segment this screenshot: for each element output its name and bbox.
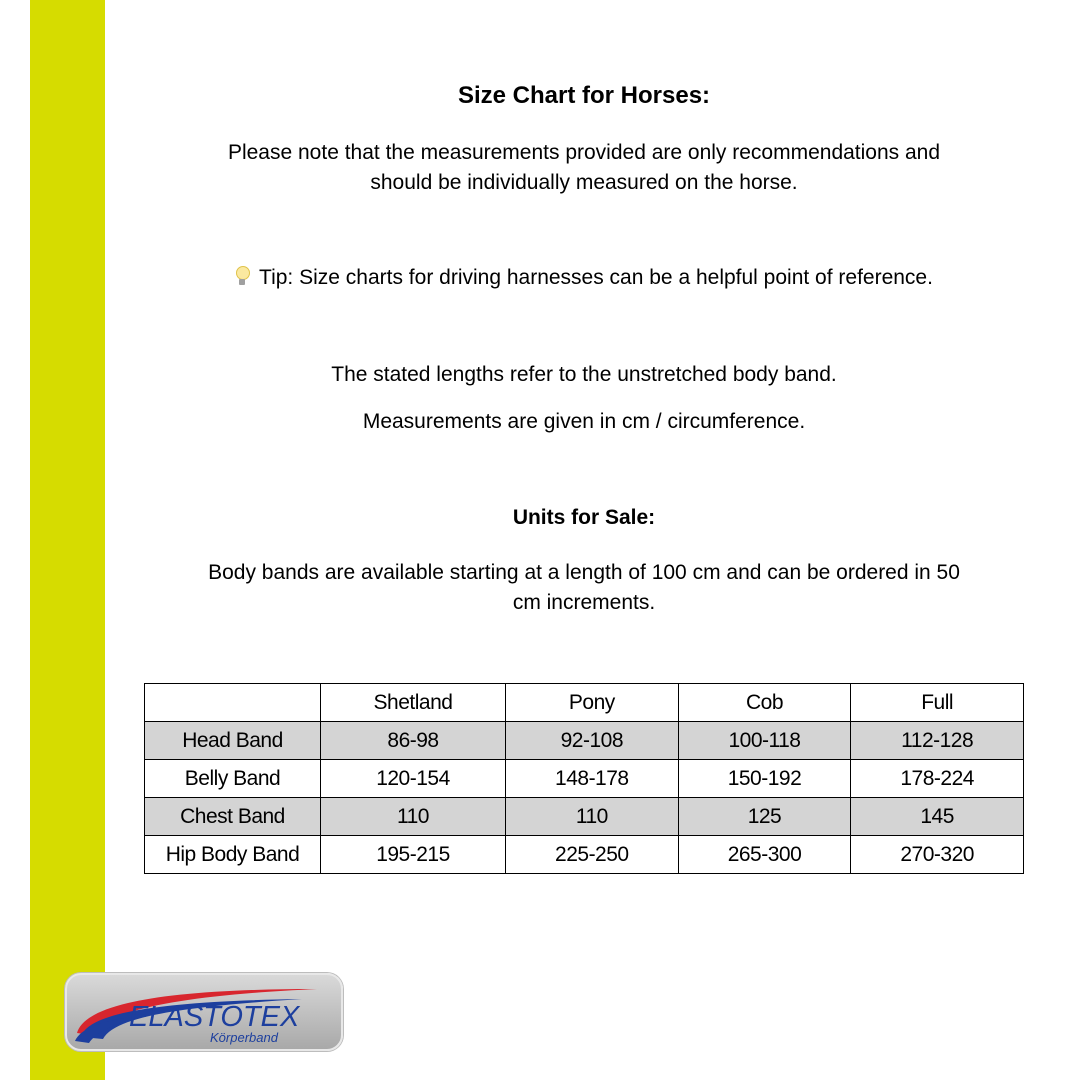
tip-text: Tip: Size charts for driving harnesses can be a helpful point of reference. — [259, 266, 933, 289]
table-cell: 100-118 — [678, 722, 851, 760]
header-cell-cob: Cob — [678, 684, 851, 722]
table-cell: 178-224 — [851, 760, 1024, 798]
table-row — [145, 722, 1024, 760]
units-line-2: cm increments. — [512, 591, 656, 614]
table-cell: 195-215 — [321, 836, 506, 874]
table-cell: 148-178 — [506, 760, 679, 798]
units-line-1: Body bands are available starting at a length of 100 cm and can be ordered in 50 — [208, 561, 960, 584]
header-cell-pony: Pony — [506, 684, 679, 722]
table-cell: 110 — [321, 798, 506, 836]
header-cell-empty — [145, 684, 321, 722]
table-cell: 150-192 — [678, 760, 851, 798]
row-label: Head Band — [145, 722, 321, 760]
note-line-2: should be individually measured on the horse. — [370, 171, 798, 194]
row-label: Belly Band — [145, 760, 321, 798]
table-row — [145, 798, 1024, 836]
table-row — [145, 760, 1024, 798]
header-cell-full: Full — [851, 684, 1024, 722]
note-paragraph — [145, 138, 1023, 198]
table-cell: 225-250 — [506, 836, 679, 874]
side-stripe — [30, 0, 105, 1080]
tip-paragraph — [145, 263, 1023, 293]
logo-subtitle: Körperband — [210, 1030, 278, 1045]
note-line-1: Please note that the measurements provided are only recommendations and — [227, 141, 941, 164]
table-cell: 125 — [678, 798, 851, 836]
table-cell: 110 — [506, 798, 679, 836]
size-table — [144, 683, 1024, 874]
page-title: Size Chart for Horses: — [457, 82, 711, 109]
table-cell: 120-154 — [321, 760, 506, 798]
table-cell: 270-320 — [851, 836, 1024, 874]
table-row — [145, 836, 1024, 874]
lightbulb-icon — [235, 265, 249, 287]
unstretched-paragraph: The stated lengths refer to the unstretched body band. — [331, 363, 837, 386]
elastotex-logo — [65, 973, 343, 1051]
table-cell: 92-108 — [506, 722, 679, 760]
size-chart-document — [105, 0, 1063, 1080]
units-title: Units for Sale: — [512, 506, 656, 529]
units-paragraph — [145, 558, 1023, 618]
row-label: Chest Band — [145, 798, 321, 836]
row-label: Hip Body Band — [145, 836, 321, 874]
table-cell: 145 — [851, 798, 1024, 836]
table-cell: 265-300 — [678, 836, 851, 874]
table-cell: 112-128 — [851, 722, 1024, 760]
table-cell: 86-98 — [321, 722, 506, 760]
measurement-paragraph: Measurements are given in cm / circumference. — [362, 410, 806, 433]
header-cell-shetland: Shetland — [321, 684, 506, 722]
table-header-row — [145, 684, 1024, 722]
logo-name: ELASTOTEX — [129, 1001, 300, 1033]
